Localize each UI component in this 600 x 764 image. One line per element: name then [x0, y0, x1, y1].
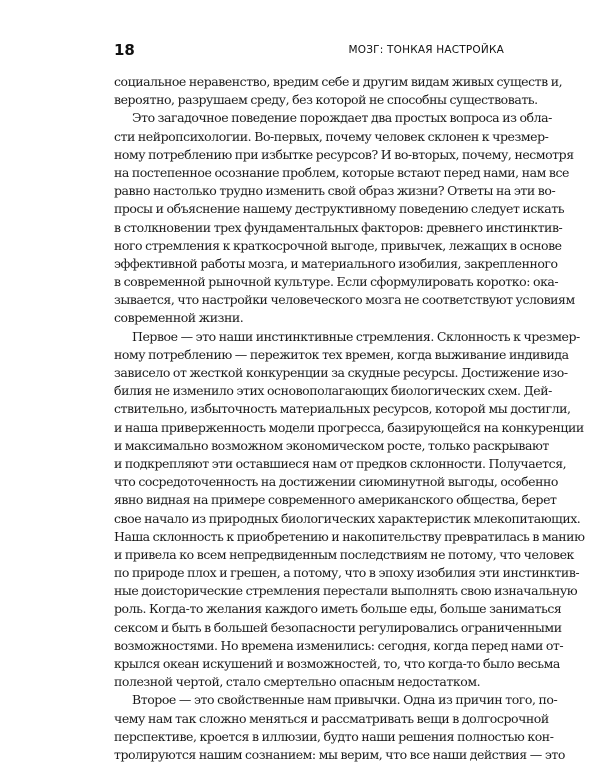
text-line: равно настолько трудно изменить свой образ жизни? Ответы на эти во- [114, 183, 556, 199]
text-line: что сосредоточенность на достижении сиюминутной выгоды, особенно [114, 474, 558, 490]
text-line: просы и объяснение нашему деструктивному поведению следует искать [114, 201, 565, 217]
text-line: тролируются нашим сознанием: мы верим, что все наши действия — это [114, 746, 565, 762]
text-line: билия не изменило этих основополагающих биологических схем. Дей- [114, 383, 552, 399]
text-line: вероятно, разрушаем среду, без которой не способны существовать. [114, 92, 538, 108]
text-line: сексом и быть в большей безопасности регулировались ограниченными [114, 619, 562, 635]
text-line: ному потреблению при избытке ресурсов? И во-вторых, почему, несмотря [114, 146, 574, 162]
page-header [114, 41, 504, 61]
text-line: роль. Когда-то желания каждого иметь больше еды, больше заниматься [114, 601, 562, 617]
text-line: Наша склонность к приобретению и накопительству превратилась в манию [114, 528, 585, 544]
text-line: крылся океан искушений и возможностей, то, что когда-то было весьма [114, 656, 560, 671]
text-line: в современной рыночной культуре. Если сформулировать коротко: ока- [114, 274, 559, 290]
text-line: Это загадочное поведение порождает два простых вопроса из обла- [132, 110, 552, 126]
text-line: явно видная на примере современного американского общества, берет [114, 492, 557, 508]
running-title: МОЗГ: ТОНКАЯ НАСТРОЙКА [348, 44, 504, 56]
text-line: свое начало из природных биологических характеристик млекопитающих. [114, 510, 581, 526]
text-line: в столкновении трех фундаментальных факторов: древнего инстинктив- [114, 219, 563, 235]
text-line: зависело от жесткой конкуренции за скудные ресурсы. Достижение изо- [114, 365, 568, 380]
body-text [114, 73, 585, 764]
text-line: ного стремления к краткосрочной выгоде, привычек, лежащих в основе [114, 237, 562, 253]
text-line: сти нейропсихологии. Во-первых, почему человек склонен к чрезмер- [114, 128, 549, 144]
paragraph [114, 73, 563, 109]
paragraph [114, 109, 575, 327]
text-line: и максимально возможном экономическом росте, только раскрывают [114, 437, 549, 453]
paragraph [114, 691, 565, 764]
text-line: и подкрепляют эти оставшиеся нам от предков склонности. Получается, [114, 455, 567, 471]
text-line: и привела ко всем непредвиденным последствиям не потому, что человек [114, 546, 574, 562]
text-line: современной жизни. [114, 310, 244, 326]
text-line: и наша приверженность модели прогресса, базирующейся на конкуренции [114, 419, 584, 435]
text-line: социальное неравенство, вредим себе и другим видам живых существ и, [114, 74, 563, 89]
text-line: ствительно, избыточность материальных ресурсов, которой мы достигли, [114, 401, 571, 417]
paragraph [114, 328, 585, 692]
text-line: зывается, что настройки человеческого мозга не соответствуют условиям [114, 292, 575, 308]
text-line: эффективной работы мозга, и материального изобилия, закрепленного [114, 255, 558, 271]
text-line: по природе плох и грешен, а потому, что в эпоху изобилия эти инстинктив- [114, 565, 580, 581]
text-line: возможностями. Но времена изменились: сегодня, когда перед нами от- [114, 637, 564, 653]
text-line: Первое — это наши инстинктивные стремления. Склонность к чрезмер- [132, 328, 580, 344]
text-line: Второе — это свойственные нам привычки. Одна из причин того, по- [132, 692, 558, 708]
text-line: ные доисторические стремления перестали выполнять свою изначальную [114, 583, 578, 599]
text-line: ному потреблению — пережиток тех времен, когда выживание индивида [114, 346, 569, 362]
text-line: чему нам так сложно меняться и рассматривать вещи в долгосрочной [114, 710, 549, 726]
text-line: на постепенное осознание проблем, которые встают перед нами, нам все [114, 164, 569, 180]
text-line: полезной чертой, стало смертельно опасным недостатком. [114, 674, 481, 690]
page-number: 18 [114, 41, 135, 59]
text-line: перспективе, кроется в иллюзии, будто наши решения полностью кон- [114, 728, 554, 744]
